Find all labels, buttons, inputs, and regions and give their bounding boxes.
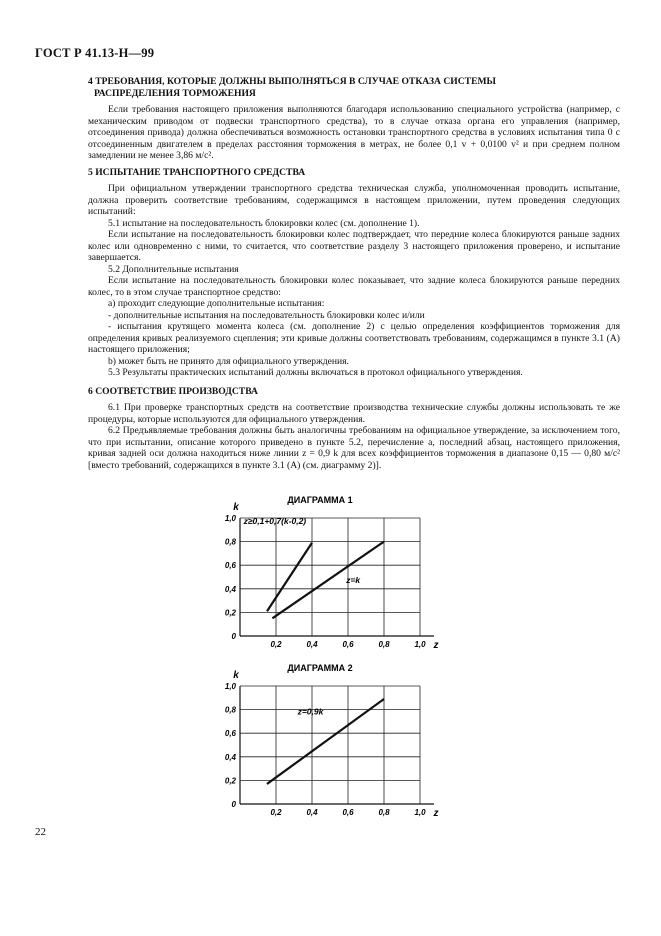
origin-label: 0 xyxy=(231,632,236,641)
series-line xyxy=(267,543,312,611)
document-body xyxy=(88,76,620,471)
diagram-svg xyxy=(210,660,450,830)
y-tick-label: 0,8 xyxy=(224,537,236,547)
section-6-heading: 6 СООТВЕТСТВИЕ ПРОИЗВОДСТВА xyxy=(88,385,258,397)
diagram-2 xyxy=(210,660,450,830)
y-tick-label: 1,0 xyxy=(224,682,236,691)
y-tick-label: 0,6 xyxy=(224,729,236,739)
x-tick-label: 1,0 xyxy=(414,808,426,817)
y-tick-label: 0,4 xyxy=(224,584,236,594)
y-tick-label: 0,4 xyxy=(224,752,236,762)
y-axis-label: k xyxy=(233,502,239,513)
section-5-paragraph: 5.1 испытание на последовательность блокировки колес (см. дополнение 1). xyxy=(108,217,420,229)
x-tick-label: 0,6 xyxy=(342,808,354,817)
x-tick-label: 0,4 xyxy=(306,640,318,649)
section-4-heading-line2: РАСПРЕДЕЛЕНИЯ ТОРМОЖЕНИЯ xyxy=(94,87,256,99)
section-6-paragraph: 6.2 Предъявляемые требования должны быть аналогичны требованиям на официальное утверждение, за исключением того, что при испытании, описание которого приведено в пункте 5.2, перечисление a, последний абзац, настоящего приложения, кривая задней оси должна находиться ниже линии z = 0,9 k для всех коэффициентов торможения в диапазоне 0,15 — 0,80 м/с² [вместо требований, содержащихся в пункте 3.1 (A) (см. диаграмму 2)]. xyxy=(88,425,620,471)
diagram-svg xyxy=(210,492,450,662)
x-tick-label: 0,4 xyxy=(306,808,318,817)
series-label: z=k xyxy=(346,574,361,585)
series-line xyxy=(272,542,384,619)
section-5-paragraph: При официальном утверждении транспортного средства техническая служба, уполномоченная проводить испытание, должна проверить соответствие требованиям, содержащимся в настоящем приложении, путем проведения следующих испытаний: xyxy=(88,183,620,217)
section-4-heading-line1: 4 ТРЕБОВАНИЯ, КОТОРЫЕ ДОЛЖНЫ ВЫПОЛНЯТЬСЯ В СЛУЧАЕ ОТКАЗА СИСТЕМЫ xyxy=(88,76,496,87)
section-5-paragraph: a) проходит следующие дополнительные испытания: xyxy=(108,298,325,309)
section-5-paragraph: - дополнительные испытания на последовательность блокировки колес и/или xyxy=(108,309,425,321)
y-tick-label: 1,0 xyxy=(224,514,236,523)
y-tick-label: 0,2 xyxy=(224,608,236,618)
section-4-heading xyxy=(88,76,620,99)
y-tick-label: 0,6 xyxy=(224,561,236,571)
x-tick-label: 0,8 xyxy=(378,640,390,649)
y-tick-label: 0,2 xyxy=(224,776,236,786)
chart-title: ДИАГРАММА 2 xyxy=(287,663,353,673)
section-5-paragraph: 5.2 Дополнительные испытания xyxy=(108,263,239,275)
x-axis-label: z xyxy=(433,808,439,819)
page-number: 22 xyxy=(35,826,46,838)
x-tick-label: 1,0 xyxy=(414,640,426,649)
y-tick-label: 0,8 xyxy=(224,705,236,715)
section-5-paragraph: - испытания крутящего момента колеса (см. дополнение 2) с целью определения коэффициентов торможения для определения кривых реализуемого сцепления; эти кривые должны соответствовать требованиям, содержащимся в пункте 3.1 (A) настоящего приложения; xyxy=(88,321,620,355)
series-label: z=0,9k xyxy=(297,706,324,717)
section-5-heading: 5 ИСПЫТАНИЕ ТРАНСПОРТНОГО СРЕДСТВА xyxy=(88,166,306,178)
section-5-paragraph: b) может быть не принято для официального утверждения. xyxy=(108,355,349,367)
x-tick-label: 0,8 xyxy=(378,808,390,817)
series-line xyxy=(267,699,384,784)
x-axis-label: z xyxy=(433,640,439,651)
x-tick-label: 0,2 xyxy=(270,640,282,649)
diagram-1 xyxy=(210,492,450,662)
section-5-paragraph: Если испытание на последовательность блокировки колес подтверждает, что передние колеса блокируются раньше задних колес или одновременно с ними, то считается, что соответствие разделу 3 настоящего приложения проверено, и испытание завершается. xyxy=(88,229,620,263)
section-4-paragraph: Если требования настоящего приложения выполняются благодаря использованию специального устройства (например, с механическим приводом от подвески транспортного средства), то в случае отказа органа его управления (например, отсоединения привода) должна обеспечиваться возможность остановки транспортного средства в условиях испытания типа 0 с отсоединенным двигателем в пределах расстояния торможения в метрах, не более 0,1 v + 0,0100 v² и при среднем полном замедлении не менее 3,86 м/с². xyxy=(88,104,620,161)
x-tick-label: 0,6 xyxy=(342,640,354,649)
series-label: z≥0,1+0,7(k-0,2) xyxy=(243,515,307,526)
origin-label: 0 xyxy=(231,800,236,809)
section-5-paragraph: Если испытание на последовательность блокировки колес показывает, что задние колеса блокируются раньше передних колес, то в этом случае транспортное средство: xyxy=(88,275,620,298)
y-axis-label: k xyxy=(233,670,239,681)
x-tick-label: 0,2 xyxy=(270,808,282,817)
chart-title: ДИАГРАММА 1 xyxy=(287,495,353,505)
section-5-paragraph: 5.3 Результаты практических испытаний должны включаться в протокол официального утверждения. xyxy=(108,367,523,378)
document-header: ГОСТ Р 41.13-Н—99 xyxy=(35,46,155,60)
section-6-paragraph: 6.1 При проверке транспортных средств на соответствие производства технические службы должны использовать те же процедуры, которые используются для официального утверждения. xyxy=(88,402,620,425)
